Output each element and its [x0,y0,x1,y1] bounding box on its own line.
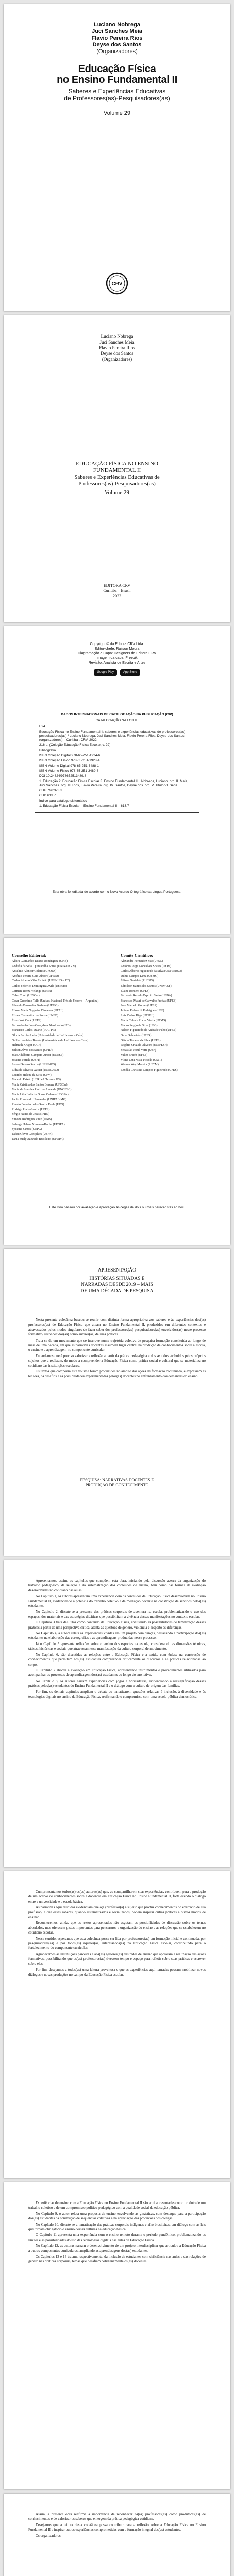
board-member: Luiz Carlos Rigo (UFPEL) [121,1014,155,1018]
board-member: Lourdes Helena da Silva (UFV) [12,1073,52,1077]
presentation-label: APRESENTAÇÃO [97,1268,137,1273]
board-member: Celso Conti (UFSCar) [12,994,40,998]
section-heading [4,1478,230,1488]
half-title-volume: Volume 29 [105,489,129,496]
board-member: Sydione Santos (UEPG) [12,1128,42,1131]
cip-line: 216 p. (Coleção Educação Física Escolar, v. 29) [39,743,111,747]
board-member: Leonel Severo Rocha (UNISINOS) [12,1063,56,1067]
board-member: Antônio Jorge Gonçalves Soares (UFRJ) [121,964,171,968]
paragraph: No Capítulo 2, discute-se a presença das práticas corporais de aventura na escola, problematizando o uso dos espaços, dos materiais e das estratégias didáticas que possibilitam a vivência dessas manifestações no contexto escolar. [28,1609,206,1619]
board-member: Sebastião Josué Votre (UFF) [121,1048,156,1052]
copyright-line: Editor-chefe: Railson Moura [94,647,140,651]
board-member: Elizeu Clementino de Souza (UNEB) [12,1014,58,1018]
paragraph: Assim, a presente obra reafirma a importância de reconhecer os(as) professores(as) como produtores(as) de conhecimentos e de valorizar os saberes que emergem da prática pedagógica cotidiana. [28,2512,206,2521]
scientific-committee-heading: Comitê Científico: [121,953,153,958]
board-member: Maria de Lourdes Pinto de Almeida (UNOESC) [12,1088,72,1092]
half-title-author: Juci Sanches Meia [99,340,135,345]
board-member: Lídia de Oliveira Xavier (UNIEURO) [12,1069,59,1072]
half-title-line: EDUCAÇÃO FÍSICA NO ENSINO [76,461,158,467]
board-member: Aldira Guimarães Duarte Domínguez (UNB) [12,960,68,963]
half-title-author: Flavio Pereira Rios [99,345,135,350]
editorial-council-list [12,960,113,1142]
board-member: Carmen Tereza Velanga (UNIR) [12,989,52,993]
board-member: Vilma Leni Nista-Piccolo (USJT) [121,1058,162,1062]
paragraph: Apresentamos, assim, os capítulos que compõem esta obra, iniciando pela discussão acerca da organização do trabalho pedagógico, da seleção e da sistematização dos conteúdos de ensino, bem como das formas de avaliação desenvolvidas no cotidiano das aulas. [28,1579,206,1592]
text-page-body [28,1579,206,1700]
board-member: Marcelo Paixão (UFRJ e UTexas – US) [12,1078,61,1082]
cip-line: DOI 10.24824/978652513489.8 [39,774,87,778]
peer-review-note: Este livro passou por avaliação e aprovação às cegas de dois ou mais pareceristas ad hoc. [49,1206,185,1209]
editorial-board-page [4,938,230,1245]
board-member: Wagner Wey Moreira (UFTM) [121,1063,159,1067]
imprint-publisher: EDITORA CRV [103,583,131,588]
cip-line: E24 [39,725,45,728]
paragraph: Já o Capítulo 5 apresenta reflexões sobre o ensino dos esportes na escola, considerando as dimensões técnicas, táticas, históricas e sociais que atravessam essa manifestação da cultura corporal de movimento. [28,1641,206,1651]
board-member: Guillermo Arias Beatón (Universidade de La Havana – Cuba) [12,1039,89,1042]
half-title-page [4,315,230,622]
text-page-body [28,1890,206,1978]
board-member: Juliana Pedreschi Rodrigues (UFF) [121,1009,164,1012]
board-member: Solange Helena Ximenes-Rocha (UFOPA) [12,1123,65,1126]
board-member: Rogério Cruz de Oliveira (UNIFESP) [121,1044,168,1047]
board-member: Anselmo Alencar Colares (UFOPA) [12,970,57,973]
paragraph: O Capítulo 3 trata das lutas como conteúdo da Educação Física, analisando as possibilidades de tematização dessas práticas a partir de uma perspectiva crítica, atenta às questões de gênero, violência e respeito às diferenças. [28,1620,206,1630]
paragraph: Reconhecemos, ainda, que os textos apresentados não esgotam as possibilidades de discussão sobre os temas abordados, mas oferecem pistas importantes para pensarmos a organização do ensino e as relações que se estabelecem no cotidiano escolar. [28,1921,206,1935]
paragraph: Nesse sentido, esperamos que esta coletânea possa ser lida por professores(as) em formação inicial e continuada, por pesquisadores(as) e por todos(as) aqueles(as) interessados(as) na Educação Física escolar, contribuindo para o fortalecimento do componente curricular. [28,1936,206,1951]
presentation-heading [4,1267,230,1294]
board-member: Cesar Gerónimo Tello (Univer. Nacional Três de Febrero – Argentina) [12,999,99,1003]
board-member: Dilma Campos Lima (UFMG) [121,974,159,978]
editorial-council-heading: Conselho Editorial: [12,953,46,958]
paragraph: Agradecemos às instituições parceiras e aos(às) gestores(as) das redes de ensino que apoiaram a realização das ações formativas, possibilitando que os(as) professores(as) tivessem tempo e espaço para refletir sobre suas práticas e escrever sobre elas. [28,1952,206,1966]
board-member: Ivan Marcelo Gomes (UFES) [121,1004,157,1008]
board-member: Tadeu Oliver Gonçalves (UFPA) [12,1132,53,1136]
copyright-line: Copyright © da Editora CRV Ltda. [90,642,144,646]
paragraph: Por fim, desejamos a todos(as) uma leitura proveitosa e que as experiências aqui narradas possam mobilizar novos diálogos e novas produções no campo da Educação Física escolar. [28,1968,206,1977]
board-member: Valter Bracht (UFES) [121,1054,147,1057]
board-member: Zenólia Christina Campos Figueiredo (UFES) [121,1069,178,1072]
half-title-authors [4,334,230,362]
board-member: Carlos Federico Dominguez Avila (Unieuro) [12,984,67,988]
cip-subheading: CATALOGAÇÃO NA FONTE [95,719,139,722]
copyright-block [4,642,230,677]
section-heading-line: PRODUÇÃO DE CONHECIMENTO [85,1483,149,1487]
scientific-committee-list [121,960,222,1073]
cip-heading: DADOS INTERNACIONAIS DE CATALOGAÇÃO NA PUBLICAÇÃO (CIP) [61,713,173,716]
board-member: Elaine Romero (UFES) [121,989,150,993]
cip-line: ISBN Volume Digital 978-65-251-3488-1 [39,764,99,768]
paragraph: No Capítulo 9, o autor relata uma proposta de ensino envolvendo as ginásticas, com destaque para a participação dos(as) estudantes na construção de sequências coletivas e na apreciação das produções dos colegas. [28,2211,206,2221]
paragraph: O Capítulo 7 aborda a avaliação em Educação Física, apresentando instrumentos e procedimentos utilizados para acompanhar os processos de aprendizagem dos(as) estudantes ao longo do ano letivo. [28,1668,206,1677]
half-title-subtitle: Saberes e Experiências Educativas de [74,474,160,480]
board-member: Simone Rodrigues Pinto (UNB) [12,1118,52,1121]
paragraph: No Capítulo 1, os autores apresentam uma experiência com os conteúdos da Educação Física desenvolvida no Ensino Fundamental II, evidenciando a potência do trabalho coletivo e da mediação docente na construção de sentidos pelos(as) estudantes. [28,1594,206,1608]
paragraph: Os textos que compõem este volume foram produzidos no âmbito das ações de formação continuada, e expressam as tensões, os desafios e as possibilidades experimentadas pelos(as) docentes no enfrentamento das demandas do ensino. [28,1369,206,1379]
text-page [4,1871,230,2178]
cover-title [4,64,230,86]
cover-subtitle-line: Saberes e Experiências Educativas [68,88,166,95]
half-title-author: Luciano Nobrega [101,334,133,339]
paragraph: No Capítulo 6, são discutidas as relações entre a Educação Física e a saúde, com ênfase na construção de conhecimentos que permitam aos(às) estudantes compreender criticamente os discursos e as práticas relacionadas ao corpo. [28,1652,206,1667]
google-play-badge[interactable]: Google Play [94,669,117,676]
editorial-council [12,953,113,1143]
cip-line: ISBN Volume Físico 978-65-251-3489-8 [39,769,99,773]
svg-text:CRV: CRV [111,281,123,287]
text-page-body [28,2201,206,2265]
half-title-line: FUNDAMENTAL II [93,467,141,473]
cover-subtitle-line: de Professores(as)-Pesquisadores(as) [64,95,170,102]
board-member: Renato Francisco dos Santos Paula (UFG) [12,1103,64,1107]
cover-author: Deyse dos Santos [92,42,142,48]
board-member: Fernando Antônio Gonçalves Alcoforado (IPB) [12,1024,71,1027]
board-member: Édison Gastaldo (PUCRS) [121,979,154,983]
section-heading-line: PESQUISA: NARRATIVAS DOCENTES E [80,1478,154,1482]
cover-volume: Volume 29 [104,110,130,116]
cip-line: ISBN Coleção Digital 978-65-251-1924-6 [39,754,101,757]
imprint-city: Curitiba – Brasil [103,588,131,593]
board-member: Maria Celeste Rocha Vieira (UFMS) [121,1019,166,1023]
board-member: Jailson Alves dos Santos (UFRJ) [12,1048,53,1052]
board-member: Rodrigo Pratte-Santos (UFES) [12,1108,50,1111]
orthography-note: Esta obra foi editada de acordo com o Novo Acordo Ortográfico da Língua Portuguesa. [52,890,182,894]
cover-authors [4,22,230,55]
cover-author: Juci Sanches Meia [92,28,142,35]
half-title-title [4,461,230,496]
board-member: Gloria Fariñas León (Universidade de La Havana – Cuba) [12,1033,84,1037]
board-member: Paulo Romualdo Hernandes (UNIFAL-MG) [12,1098,67,1101]
presentation-title-line: DE UMA DÉCADA DE PESQUISA [80,1289,154,1294]
board-member: Maria Cristina dos Santos Bezerra (UFSCar) [12,1083,68,1087]
paragraph: As narrativas aqui reunidas evidenciam que o(a) professor(a) é sujeito que produz conhecimentos no exercício de sua profissão, e que esses saberes, quando sistematizados e socializados, podem inspirar outras práticas e outros modos de ensinar. [28,1905,206,1920]
board-member: Élsio José Corá (UFFS) [12,1019,42,1023]
text-page [4,1560,230,1867]
copyright-line: Revisão: Analista de Escrita e Artes [88,661,146,665]
board-member: Francisco Mauri de Carvalho Freitas (UFES) [121,999,177,1003]
paragraph: Nesta presente coletânea buscou-se reunir com distinta forma apropriativa aos saberes e às experiências dos(as) professores(as) de Educação Física que atuam no Ensino Fundamental II, produzidos em diferentes contextos e atravessados pelos modos singulares de fazer-saber dos professores(as)-pesquisadores(as) envolvidos(as) nesse processo formativo, reconhecidos(as) como autores(as) de suas práticas. [28,1318,206,1337]
paragraph: Trata-se de um movimento que se inscreve numa trajetória coletiva de pesquisa-formação constituída ao longo de mais de uma década, em que as narrativas docentes assumem lugar central na produção de conhecimentos sobre a escola, o ensino e a aprendizagem no componente curricular. [28,1338,206,1352]
board-member: Francisco Carlos Duarte (PUC-PR) [12,1029,56,1032]
copyright-line: Imagem da capa: Freepik [96,656,138,660]
board-member: Alexandre Fernandez Vaz (UFSC) [121,960,163,963]
cip-line: Educação Física no Ensino Fundamental II: saberes e experiências educativas de professores(as)-pesquisadores(as) / Luciano Nobrega, Juci Sanches Meia, Flavio Pereira Rios, Deyse dos Santos (organizadores) – Curitiba : CRV, 2022. [39,730,187,742]
paragraph: No Capítulo 8, os autores narram experiências com jogos e brincadeiras, evidenciando a ressignificação dessas práticas pelos(as) estudantes do Ensino Fundamental II e o diálogo com a cultura de origem das famílias. [28,1679,206,1688]
cip-line: ISBN Coleção Físico 978-65-251-1928-4 [39,759,100,762]
presentation-body [28,1318,206,1380]
cip-line: Bibliografia [39,749,56,752]
paragraph: Desejamos que a leitura desta coletânea possa contribuir para a reflexão sobre a Educação Física no Ensino Fundamental II e inspirar outras experiências comprometidas com a formação integral dos(as) estudantes. [28,2522,206,2532]
paragraph: No Capítulo 4, a autora relata as experiências vividas em um projeto com danças, destacando a participação dos(as) estudantes na elaboração das coreografias e as aprendizagens produzidas nesse processo. [28,1631,206,1640]
imprint-year: 2022 [113,594,121,598]
board-member: Omar Schneider (UFES) [121,1033,152,1037]
paragraph: Experiências de ensino com a Educação Física no Ensino Fundamental II são aqui apresentadas como produto de um trabalho coletivo e de um compromisso político-pedagógico com a qualidade social da educação pública. [28,2201,206,2210]
cip-line: CDU 796:373.3 [39,789,62,792]
scientific-committee [121,953,222,1143]
presentation-title-line: HISTÓRIAS SITUADAS E [89,1276,145,1281]
cip-record [35,709,199,813]
board-member: João Adalberto Campato Junior (UNESP) [12,1054,64,1057]
text-page-body [28,2512,206,2539]
board-member: Otávio Tavares da Silva (UFES) [121,1039,161,1042]
board-member: Andréia da Silva Quintanilha Sousa (UNIR/UFRN) [12,964,76,968]
half-title-subtitle: Professores(as)-Pesquisadores(as) [78,481,156,487]
presentation-title-line: NARRADAS DESDE 2019 – MAIS [81,1282,153,1287]
paragraph: O Capítulo 11 apresenta uma experiência com o ensino remoto durante o período pandêmico, problematizando os limites e as possibilidades do uso das tecnologias digitais nas aulas de Educação Física. [28,2233,206,2242]
presentation-page [4,1249,230,1556]
paragraph: Os organizadores. [36,2533,62,2538]
paragraph: No Capítulo 12, as autoras narram o desenvolvimento de um projeto interdisciplinar que articulou a Educação Física a outros componentes curriculares, ampliando as aprendizagens dos(as) estudantes. [28,2244,206,2253]
copyright-line: Diagramação e Capa: Designers da Editora CRV [77,652,156,655]
board-member: Nelson Figueiredo de Andrade Filho (UFES) [121,1029,176,1032]
board-member: Mauro Sérgio da Silva (UFG) [121,1024,158,1027]
cover-author: Flavio Pereira Rios [91,35,143,41]
paragraph: Os Capítulos 13 e 14 tratam, respectivamente, da inclusão de estudantes com deficiência nas aulas e das relações de gênero nas práticas corporais, temas que desafiam cotidianamente os(as) docentes. [28,2255,206,2264]
cover-subtitle [4,88,230,102]
text-page [4,2494,230,2576]
paragraph: Entendemos que é preciso valorizar a reflexão a partir da prática pedagógica e dos sentidos atribuídos pelos próprios sujeitos que a realizam, de modo a compreender a Educação Física como prática social e cultural que se materializa no cotidiano das instituições escolares. [28,1353,206,1368]
board-member: Sérgio Nunes de Jesus (IFRO) [12,1113,49,1116]
cover-authors-role: (Organizadores) [96,48,138,55]
catalog-page [4,626,230,934]
cover-author: Luciano Nobrega [94,22,140,28]
board-member: Carlos Alberto Figueiredo da Silva (UNIVERSO) [121,970,182,973]
board-member: Eduardo Fernandes Barbosa (UFMG) [12,1004,59,1008]
board-member: Edmilson Santos dos Santos (UNIVASF) [121,984,172,988]
board-member: Maria Lília Imbiriba Sousa Colares (UFOPA) [12,1093,69,1097]
imprint [4,583,230,599]
paragraph: No Capítulo 10, discute-se a tematização das práticas corporais indígenas e afro-brasileiras, em diálogo com as leis que tornam obrigatório o ensino dessas culturas na educação básica. [28,2222,206,2232]
paragraph: Por fim, os demais capítulos ampliam o debate ao tematizarem questões relativas à inclusão, à diversidade e às tecnologias digitais no ensino da Educação Física, reafirmando o compromisso com uma escola pública democrática. [28,1689,206,1699]
text-page [4,2182,230,2489]
half-title-authors-role: (Organizadores) [102,357,132,362]
board-member: Carlos Alberto Vilar Estêvão (UMINHO – PT) [12,979,70,983]
board-member: Helmuth Krüger (UCP) [12,1044,41,1047]
cover-title-line: Educação Física [78,63,156,75]
board-member: Tania Suely Azevedo Brasileiro (UFOPA) [12,1138,64,1141]
board-member: Fernando Reis do Espírito Santo (UFBA) [121,994,172,998]
cover-page [4,4,230,311]
board-member: Elione Maria Nogueira Diogenes (UFAL) [12,1009,64,1012]
cip-line: 1. Educação 2. Educação Física Escolar 3. Ensino Fundamental II I. Nobrega, Luciano. org. II. Meia, Juci Sanches. org. III. Rios, Flavio Pereira. org. IV. Santos, Deyse dos. org. V. Título VI. Série. [39,779,189,787]
cip-line: Índice para catálogo sistemático [39,799,87,803]
cover-title-line: no Ensino Fundamental II [57,74,177,86]
paragraph: Cumprimentamos todos(as) os(as) autores(as) que, ao compartilharem suas experiências, contribuem para a produção de um acervo de conhecimentos sobre a docência em Educação Física no Ensino Fundamental II, fortalecendo o diálogo entre a universidade e a escola básica. [28,1890,206,1904]
cip-line: CDD 613.7 [39,794,56,798]
half-title-author: Deyse dos Santos [101,351,133,356]
publisher-logo-icon [106,272,128,295]
app-store-badge[interactable]: App Store [120,669,140,676]
board-member: Antônio Pereira Gaio Júnior (UFRRJ) [12,974,59,978]
cip-line: 1. Educação Física Escolar – Ensino Fundamental II – 613.7 [39,804,129,808]
board-member: Josania Portela (UFPI) [12,1058,40,1062]
